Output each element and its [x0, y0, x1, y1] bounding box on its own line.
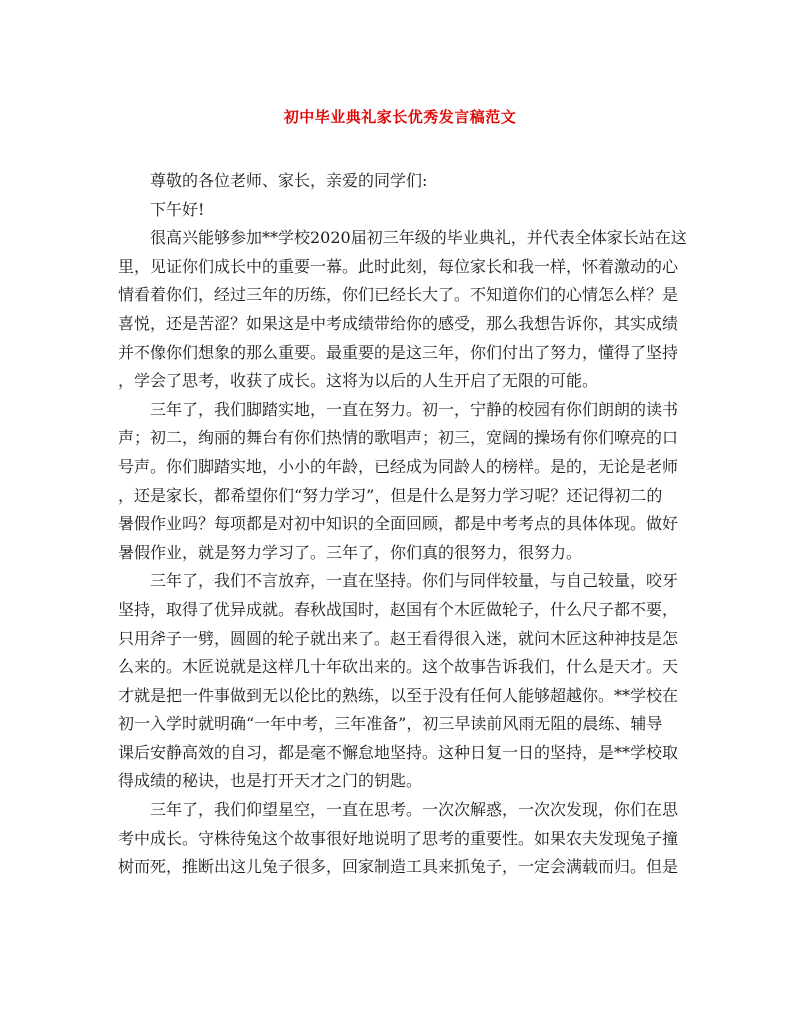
text-line: ，学会了思考，收获了成长。这将为以后的人生开启了无限的可能。 [118, 371, 599, 391]
text-line: 暑假作业吗？每项都是对初中知识的全面回顾，都是中考考点的具体体现。做好 [118, 514, 679, 534]
text-line: 树而死，推断出这儿兔子很多，回家制造工具来抓兔子，一定会满载而归。但是 [118, 857, 679, 877]
text-line: 号声。你们脚踏实地，小小的年龄，已经成为同龄人的榜样。是的，无论是老师 [118, 456, 679, 476]
paragraph-thinking [118, 796, 682, 882]
text-line: 课后安静高效的自习，都是毫不懈怠地坚持。这种日复一日的坚持，是**学校取 [118, 742, 679, 762]
text-line: ，还是家长，都希望你们“努力学习”，但是什么是努力学习呢？还记得初二的 [118, 485, 663, 505]
paragraph-good-afternoon [118, 196, 682, 225]
text-line: 三年了，我们仰望星空，一直在思考。一次次解惑，一次次发现，你们在思 [150, 800, 679, 820]
text-line: 下午好! [150, 199, 205, 219]
text-line: 才就是把一件事做到无以伦比的熟练，以至于没有任何人能够超越你。**学校在 [118, 685, 679, 705]
document-body [118, 167, 687, 882]
text-line: 情看着你们，经过三年的历练，你们已经长大了。不知道你们的心情怎么样？是 [118, 285, 679, 305]
text-line: 三年了，我们不言放弃，一直在坚持。你们与同伴较量，与自己较量，咬牙 [150, 571, 679, 591]
paragraph-intro [118, 224, 687, 396]
document-title: 初中毕业典礼家长优秀发言稿范文 [283, 108, 517, 126]
text-line: 声；初二，绚丽的舞台有你们热情的歌唱声；初三，宽阔的操场有你们嘹亮的口 [118, 428, 679, 448]
text-line: 得成绩的秘诀，也是打开天才之门的钥匙。 [118, 771, 423, 791]
text-line: 三年了，我们脚踏实地，一直在努力。初一，宁静的校园有你们朗朗的读书 [150, 399, 679, 419]
paragraph-effort [118, 396, 682, 568]
text-line: 只用斧子一劈，圆圆的轮子就出来了。赵王看得很入迷，就问木匠这种神技是怎 [118, 628, 679, 648]
text-line: 初一入学时就明确“一年中考，三年准备”，初三早读前风雨无阻的晨练、辅导 [118, 714, 663, 734]
text-line: 坚持，取得了优异成就。春秋战国时，赵国有个木匠做轮子，什么尺子都不要， [118, 599, 679, 619]
paragraph-persistence [118, 567, 682, 796]
text-line: 喜悦，还是苦涩？如果这是中考成绩带给你的感受，那么我想告诉你，其实成绩 [118, 313, 679, 333]
text-line: 么来的。木匠说就是这样几十年砍出来的。这个故事告诉我们，什么是天才。天 [118, 657, 679, 677]
text-line: 很高兴能够参加**学校2020届初三年级的毕业典礼，并代表全体家长站在这 [150, 228, 687, 248]
text-line: 里，见证你们成长中的重要一幕。此时此刻，每位家长和我一样，怀着激动的心 [118, 256, 679, 276]
text-line: 暑假作业，就是努力学习了。三年了，你们真的很努力，很努力。 [118, 542, 583, 562]
text-line: 考中成长。守株待兔这个故事很好地说明了思考的重要性。如果农夫发现兔子撞 [118, 828, 679, 848]
paragraph-greeting [118, 167, 682, 196]
text-line: 尊敬的各位老师、家长，亲爱的同学们: [150, 171, 428, 190]
text-line: 并不像你们想象的那么重要。最重要的是这三年，你们付出了努力，懂得了坚持 [118, 342, 679, 362]
